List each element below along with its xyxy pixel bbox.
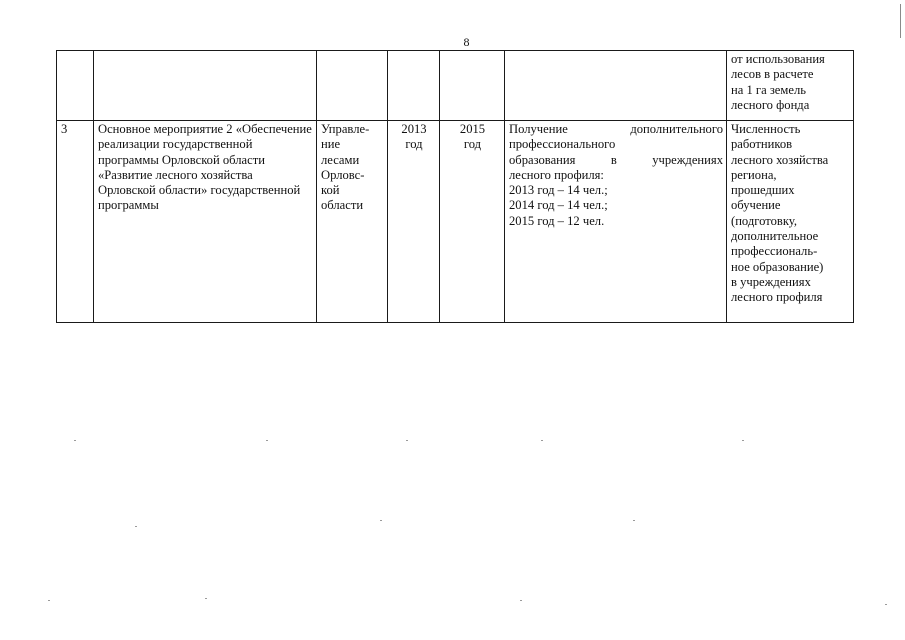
executor-line: лесами — [321, 152, 360, 167]
indicator-line: профессиональ- — [731, 244, 818, 259]
indicator-line: дополнительное — [731, 229, 819, 244]
cell-end-year — [440, 121, 505, 323]
cell-end-year — [440, 51, 505, 121]
scan-speck — [74, 440, 76, 441]
scan-speck — [48, 600, 50, 601]
scan-speck — [742, 440, 744, 441]
end-year-value: 2015 — [459, 122, 486, 136]
scan-speck — [205, 598, 207, 599]
indicator-line: ное образование) — [731, 259, 824, 274]
cell-activity-name: Основное мероприятие 2 «Обеспечение реализации государственной программы Орловской области «Развитие лесного хозяйства Орловской области» государственной программы — [94, 121, 317, 323]
scan-speck — [406, 440, 408, 441]
table-row-activity-3 — [57, 121, 854, 323]
scan-speck — [266, 440, 268, 441]
indicator-line: лесов в расчете — [731, 67, 814, 82]
cell-indicator — [727, 51, 854, 121]
cell-start-year — [388, 51, 440, 121]
indicator-line: на 1 га земель — [731, 82, 806, 97]
indicator-line: лесного хозяйства — [731, 152, 829, 167]
result-line: 2015 год – 12 чел. — [509, 213, 605, 228]
indicator-line: лесного профиля — [731, 290, 823, 305]
start-year-value: 2013 — [401, 122, 427, 136]
result-line: профессионального — [509, 137, 616, 152]
scan-speck — [633, 520, 635, 521]
table-row-continuation — [57, 51, 854, 121]
program-activities-table — [56, 50, 854, 323]
scan-speck — [380, 520, 382, 521]
cell-executor — [317, 121, 388, 323]
executor-line: Управле- — [321, 122, 370, 136]
indicator-line: Численность — [731, 122, 801, 136]
indicator-line: прошедших — [731, 183, 795, 198]
cell-executor — [317, 51, 388, 121]
cell-expected-result — [505, 121, 727, 323]
executor-line: кой — [321, 183, 340, 198]
cell-indicator — [727, 121, 854, 323]
scan-margin-mark — [900, 4, 901, 38]
result-line: 2014 год – 14 чел.; — [509, 198, 608, 213]
executor-line: Орловс- — [321, 167, 365, 182]
page-number: 8 — [463, 35, 470, 49]
cell-number: 3 — [57, 121, 94, 323]
indicator-line: в учреждениях — [731, 274, 811, 289]
result-line: лесного профиля: — [509, 167, 604, 182]
indicator-line: (подготовку, — [731, 213, 797, 228]
cell-start-year — [388, 121, 440, 323]
scan-speck — [135, 526, 137, 527]
indicator-line: обучение — [731, 198, 781, 213]
indicator-line: работников — [731, 137, 793, 152]
indicator-line: лесного фонда — [731, 97, 810, 112]
result-line: Получение дополнительного — [509, 122, 723, 136]
executor-line: области — [321, 198, 364, 213]
indicator-line: от использования — [731, 52, 825, 66]
cell-activity-name — [94, 51, 317, 121]
result-line: образования в учреждениях — [509, 152, 723, 167]
scan-speck — [885, 604, 887, 605]
scan-speck — [541, 440, 543, 441]
result-line: 2013 год – 14 чел.; — [509, 183, 608, 198]
scan-speck — [520, 600, 522, 601]
executor-line: ние — [321, 137, 341, 152]
cell-number — [57, 51, 94, 121]
end-year-unit: год — [463, 137, 482, 152]
indicator-line: региона, — [731, 167, 777, 182]
cell-expected-result — [505, 51, 727, 121]
start-year-unit: год — [405, 137, 423, 152]
